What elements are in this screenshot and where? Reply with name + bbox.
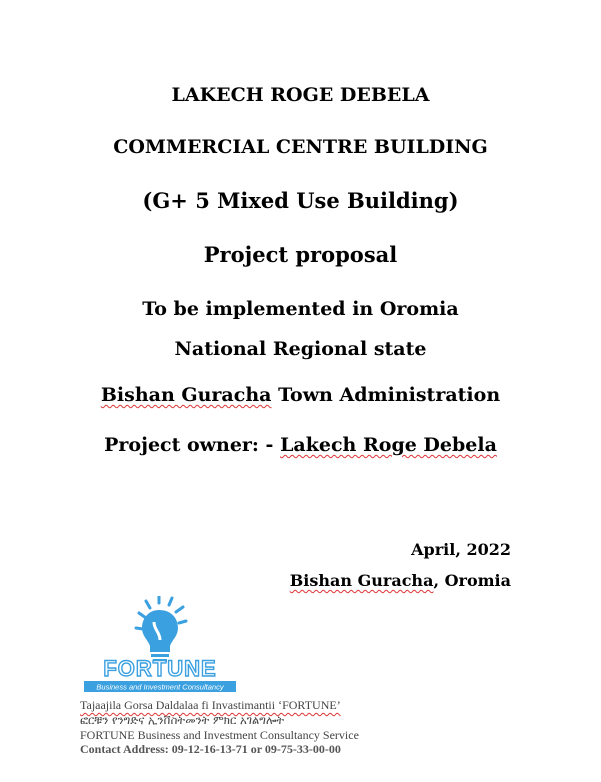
logo-tagline: Business and Investment Consultancy <box>96 682 224 692</box>
document-date: April, 2022 <box>411 540 511 559</box>
administration-text: Town Administration <box>271 384 501 406</box>
implementation-region-line: To be implemented in Oromia <box>142 298 459 320</box>
building-heading: COMMERCIAL CENTRE BUILDING <box>113 136 488 158</box>
document-type-heading: Project proposal <box>203 242 398 267</box>
town-name: Bishan Guracha <box>100 384 272 406</box>
footer-amharic-name: ፎርቹን የንግድና ኢንቨስትመንት ምክር አገልግሎት <box>80 713 285 727</box>
fortune-logo <box>80 596 240 696</box>
logo-wordmark: FORTUNE <box>103 656 217 681</box>
project-owner-label: Project owner: - <box>104 434 281 456</box>
lightbulb-icon <box>80 596 240 696</box>
project-owner-heading: LAKECH ROGE DEBELA <box>171 84 430 106</box>
footer-english-name: FORTUNE Business and Investment Consultancy Service <box>80 728 359 742</box>
footer-contact-address: Contact Address: 09-12-16-13-71 or 09-75-33-00-00 <box>80 742 341 756</box>
project-owner-name: Lakech Roge Debela <box>280 434 497 456</box>
place-town: Bishan Guracha <box>289 571 434 590</box>
building-type-subtitle: (G+ 5 Mixed Use Building) <box>142 188 459 213</box>
footer-oromo-name: Tajaajila Gorsa Daldalaa fi Invastimantii ‘FORTUNE’ <box>80 698 341 712</box>
place-region: , Oromia <box>433 571 511 590</box>
document-place <box>290 571 511 590</box>
regional-state-line: National Regional state <box>174 338 427 360</box>
project-owner-line <box>0 434 601 456</box>
town-administration-line <box>0 384 601 406</box>
